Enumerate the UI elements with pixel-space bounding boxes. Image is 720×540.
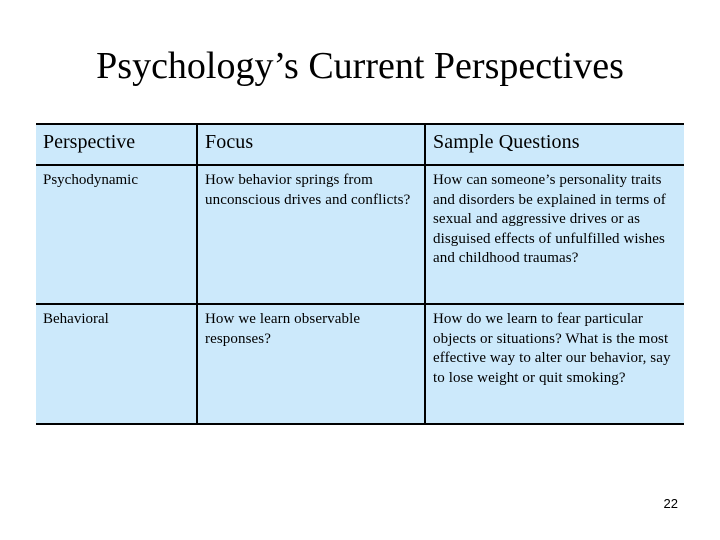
table-row bbox=[36, 165, 684, 304]
perspective-cell: Behavioral bbox=[36, 304, 197, 424]
perspective-cell: Psychodynamic bbox=[36, 165, 197, 304]
header-sample-questions: Sample Questions bbox=[425, 124, 684, 165]
header-perspective: Perspective bbox=[36, 124, 197, 165]
table-row bbox=[36, 304, 684, 424]
questions-cell: How do we learn to fear particular objects or situations? What is the most effective way to alter our behavior, say to lose weight or quit smoking? bbox=[425, 304, 684, 424]
questions-cell: How can someone’s personality traits and disorders be explained in terms of sexual and aggressive drives or as disguised effects of unfulfilled wishes and childhood traumas? bbox=[425, 165, 684, 304]
header-focus: Focus bbox=[197, 124, 425, 165]
page-number: 22 bbox=[663, 496, 678, 511]
focus-cell: How behavior springs from unconscious drives and conflicts? bbox=[197, 165, 425, 304]
slide-title: Psychology’s Current Perspectives bbox=[96, 45, 624, 87]
focus-cell: How we learn observable responses? bbox=[197, 304, 425, 424]
table-header-row bbox=[36, 124, 684, 165]
perspectives-table bbox=[36, 123, 684, 425]
